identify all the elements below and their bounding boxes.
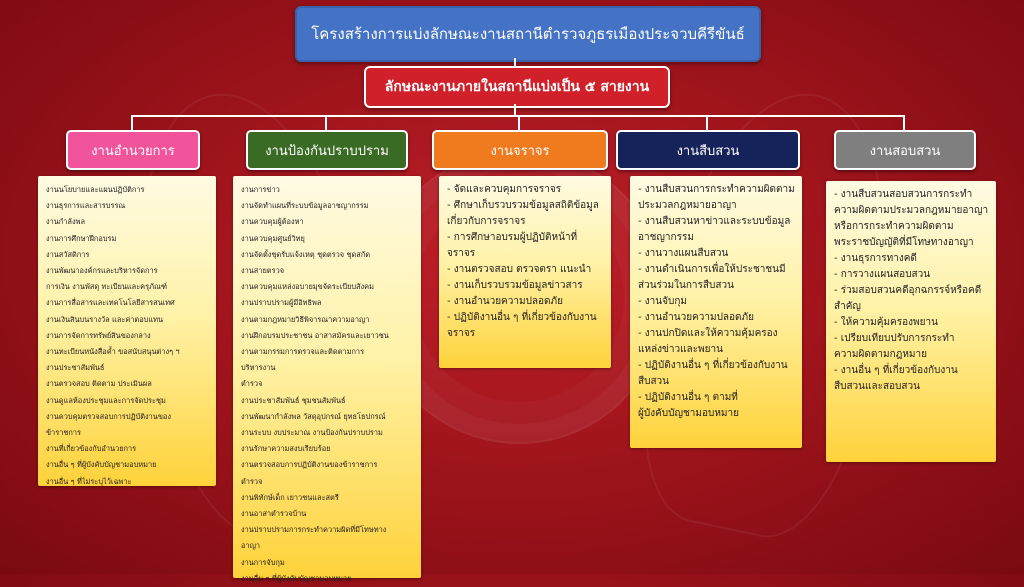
list-item: - งานจับกุม (638, 296, 687, 307)
list-item: แหล่งข่าวและพยาน (638, 344, 723, 355)
list-item: งานพัฒนาองค์กรและบริหารจัดการ (46, 266, 158, 276)
list-item: งานนโยบายและแผนปฏิบัติการ (46, 185, 145, 194)
list-item: เกี่ยวกับการจราจร (447, 216, 526, 227)
list-item: ส่วนร่วมในการสืบสวน (638, 280, 734, 291)
list-item: ความผิดตามประมวลกฎหมายอาญา (834, 205, 989, 216)
list-item: สืบสวน (638, 376, 670, 387)
chart-title: โครงสร้างการแบ่งลักษณะงานสถานีตำรวจภูธรเมืองประจวบคีรีขันธ์ (295, 6, 761, 62)
list-item: งานดูแลห้องประชุมและการจัดประชุม (46, 395, 166, 405)
connector-col-3 (518, 115, 520, 130)
list-item: งานอาสาตำรวจบ้าน (241, 509, 307, 519)
list-item: งานควบคุมศูนย์วิทยุ (241, 233, 305, 243)
list-item: งานอื่น ๆ ที่ผู้บังคับบัญชามอบหมาย (46, 460, 157, 470)
list-item: - เปรียบเทียบปรับการกระทำ (834, 333, 955, 344)
list-item: อาญา (241, 541, 261, 551)
heading-traffic: งานจราจร (432, 130, 608, 170)
list-item: งานปราบปรามผู้มีอิทธิพล (241, 298, 322, 308)
list-item: งานควบคุมแหล่งอบายมุขจัดระเบียบสังคม (241, 282, 374, 292)
list-item: งานพัฒนากำลังพล วัสดุอุปกรณ์ ยุทธโธปกรณ์ (241, 411, 386, 421)
list-item: - งานตรวจสอบ ตรวจตรา แนะนำ (447, 264, 592, 275)
chart-subtitle: ลักษณะงานภายในสถานีแบ่งเป็น ๕ สายงาน (364, 66, 670, 108)
list-item: งานอื่น ๆ ที่ผู้บังคับบัญชามอบหมาย (241, 573, 352, 583)
list-item: - งานสืบสวนการกระทำความผิดตาม (638, 184, 795, 195)
list-item: งานสายตรวจ (241, 266, 285, 276)
list-item: งานตรวจสอบการปฏิบัติงานของข้าราชการ (241, 460, 378, 470)
list-item: งานควบคุมตรวจสอบการปฏิบัติงานของ (46, 411, 171, 421)
list-item: งานประชาสัมพันธ์ (46, 363, 105, 373)
heading-inquiry: งานสอบสวน (834, 130, 976, 170)
list-item: - งานอำนวยความปลอดภัย (638, 312, 754, 323)
list-item: งานประชาสัมพันธ์ ชุมชนสัมพันธ์ (241, 395, 346, 405)
list-item: งานการศึกษาฝึกอบรม (46, 233, 117, 243)
list-item: - งานปกปิดและให้ความคุ้มครอง (638, 328, 778, 339)
list-item: ผู้บังคับบัญชามอบหมาย (638, 408, 740, 419)
heading-prevention: งานป้องกันปราบปราม (246, 130, 408, 170)
connector-col-5 (903, 115, 905, 130)
list-item: การเงิน งานพัสดุ ทะเบียนและครุภัณฑ์ (46, 282, 167, 292)
list-item: งานการสื่อสารและเทคโนโลยีสารสนเทศ (46, 298, 175, 308)
list-item: จราจร (447, 248, 476, 259)
list-item: งานควบคุมผู้ต้องหา (241, 217, 304, 227)
list-item: ตำรวจ (241, 476, 263, 486)
list-item: - ปฏิบัติงานอื่น ๆ ตามที่ (638, 392, 738, 403)
panel-inquiry (826, 181, 996, 462)
list-item: จราจร (447, 328, 476, 339)
list-item: พระราชบัญญัติที่มีโทษทางอาญา (834, 237, 974, 248)
list-item: - งานเก็บรวบรวมข้อมูลข่าวสาร (447, 280, 583, 291)
list-item: งานการจับกุม (241, 557, 285, 567)
list-item: - งานอื่น ๆ ที่เกี่ยวข้องกับงาน (834, 365, 958, 376)
list-item: งานตามกฎหมายวิธีพิจารณาความอาญา (241, 314, 370, 324)
panel-investigation (630, 176, 802, 448)
list-item: งานกำลังพล (46, 217, 85, 227)
list-item: งานฝึกอบรมประชาชน อาสาสมัครและเยาวชน (241, 330, 389, 340)
list-item: - จัดและควบคุมการจราจร (447, 184, 562, 195)
list-item: ตำรวจ (241, 379, 263, 389)
list-item: งานอื่น ๆ ที่ไม่ระบุไว้เฉพาะ (46, 476, 132, 486)
list-item: - ให้ความคุ้มครองพยาน (834, 317, 938, 328)
list-item: - การวางแผนสอบสวน (834, 269, 931, 280)
list-item: งานรักษาความสงบเรียบร้อย (241, 444, 331, 454)
list-item: - ศึกษาเก็บรวบรวมข้อมูลสถิติข้อมูล (447, 200, 599, 211)
list-item: - งานสืบสวนหาข่าวและระบบข้อมูล (638, 216, 791, 227)
list-item: - งานวางแผนสืบสวน (638, 248, 729, 259)
connector-col-2 (325, 115, 327, 130)
list-item: - การศึกษาอบรมผู้ปฏิบัติหน้าที่ (447, 232, 578, 243)
list-item: อาชญากรรม (638, 232, 694, 243)
list-item: งานเงินสินบนรางวัล และค่าตอบแทน (46, 314, 164, 324)
list-item: บริหารงาน (241, 363, 276, 373)
list-item: - ปฏิบัติงานอื่น ๆ ที่เกี่ยวข้องกับงาน (638, 360, 788, 371)
list-item: ความผิดตามกฎหมาย (834, 349, 927, 360)
list-item: สืบสวนและสอบสวน (834, 381, 920, 392)
list-item: งานทะเบียนหนังสือค้ำ ขอสนับสนุนต่างๆ ฯ (46, 347, 180, 357)
list-item: งานจัดทำแผนที่ระบบข้อมูลอาชญากรรม (241, 201, 369, 211)
list-item: งานพิทักษ์เด็ก เยาวชนและสตรี (241, 492, 339, 502)
list-item: งานที่เกี่ยวข้องกับอำนวยการ (46, 444, 137, 454)
list-item: งานการข่าว (241, 185, 280, 194)
list-item: งานสวัสดิการ (46, 249, 90, 259)
heading-admin: งานอำนวยการ (66, 130, 200, 170)
list-item: งานระบบ งบประมาณ งานป้องกันปราบปราม (241, 428, 383, 438)
connector-col-1 (131, 115, 133, 130)
heading-investigation: งานสืบสวน (616, 130, 800, 170)
panel-prevention (233, 176, 421, 583)
list-item: - งานดำเนินการเพื่อให้ประชาชนมี (638, 264, 786, 275)
list-item: สำคัญ (834, 301, 861, 312)
panel-traffic (439, 176, 611, 368)
list-item: งานตามกรรมการตรวจและติดตามการ (241, 347, 365, 357)
list-item: - งานอำนวยความปลอดภัย (447, 296, 563, 307)
list-item: ประมวลกฎหมายอาญา (638, 200, 737, 211)
list-item: งานการจัดการทรัพย์สินของกลาง (46, 330, 151, 340)
list-item: งานจัดตั้งชุดรับแจ้งเหตุ ชุดตรวจ ชุดสกัด (241, 249, 371, 259)
connector-title (514, 58, 516, 66)
panel-admin (38, 176, 216, 486)
list-item: - ปฏิบัติงานอื่น ๆ ที่เกี่ยวข้องกับงาน (447, 312, 597, 323)
list-item: - ร่วมสอบสวนคดีอุกฉกรรจ์หรือคดี (834, 285, 982, 296)
connector-col-4 (706, 115, 708, 130)
list-item: งานปราบปรามการกระทำความผิดที่มีโทษทาง (241, 525, 387, 535)
list-item: - งานธุรการทางคดี (834, 253, 917, 264)
list-item: งานตรวจสอบ ติดตาม ประเมินผล (46, 379, 152, 389)
list-item: งานธุรการและสารบรรณ (46, 201, 126, 211)
list-item: - งานสืบสวนสอบสวนการกระทำ (834, 189, 973, 200)
list-item: หรือการกระทำความผิดตาม (834, 221, 954, 232)
list-item: ข้าราชการ (46, 428, 81, 438)
